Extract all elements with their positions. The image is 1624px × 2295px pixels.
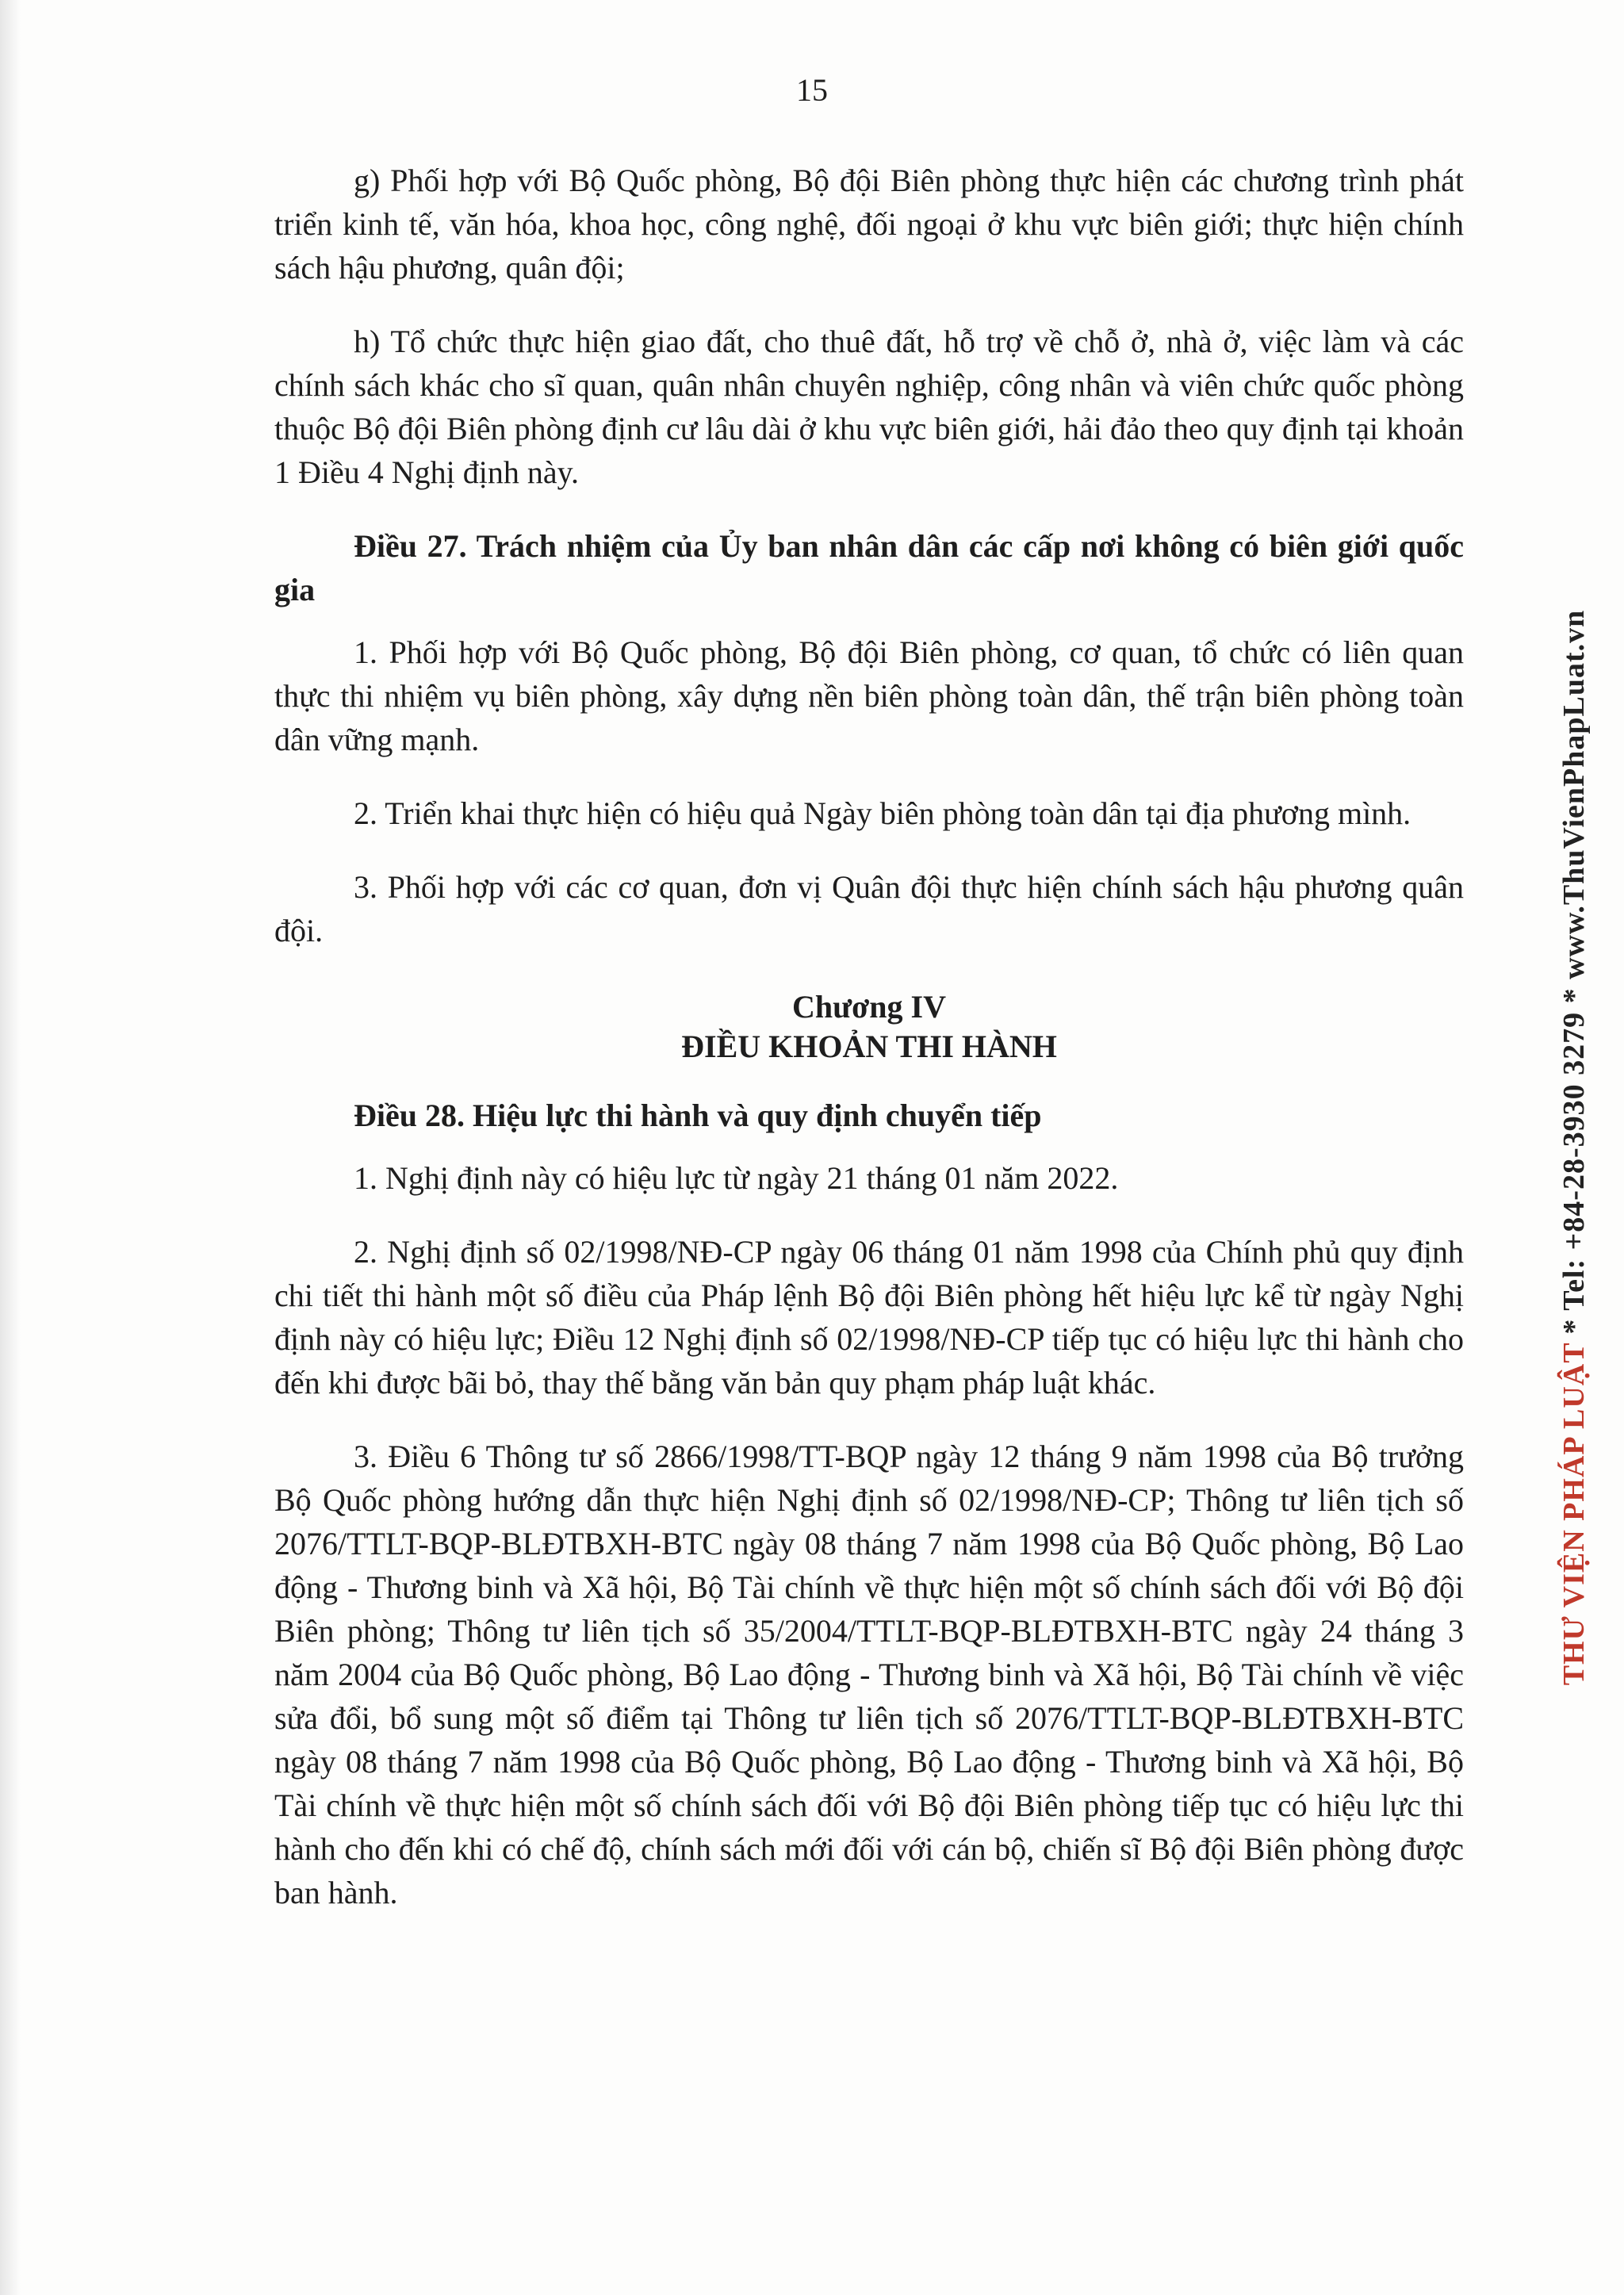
scan-edge-shadow: [0, 0, 21, 2295]
chapter-heading: [274, 987, 1464, 1067]
chapter-title: ĐIỀU KHOẢN THI HÀNH: [681, 1029, 1057, 1064]
paragraph-g: g) Phối hợp với Bộ Quốc phòng, Bộ đội Biên phòng thực hiện các chương trình phát triển kinh tế, văn hóa, khoa học, công nghệ, đối ngoại ở khu vực biên giới; thực hiện chính sách hậu phương, quân đội;: [274, 163, 1464, 285]
article-27-item-2: 2. Triển khai thực hiện có hiệu quả Ngày biên phòng toàn dân tại địa phương mình.: [354, 795, 1411, 831]
article-27-item-3: 3. Phối hợp với các cơ quan, đơn vị Quân đội thực hiện chính sách hậu phương quân đội.: [274, 869, 1464, 948]
article-28-heading: Điều 28. Hiệu lực thi hành và quy định chuyển tiếp: [354, 1098, 1042, 1133]
article-27-item-1: 1. Phối hợp với Bộ Quốc phòng, Bộ đội Biên phòng, cơ quan, tổ chức có liên quan thực thi nhiệm vụ biên phòng, xây dựng nền biên phòng toàn dân, thế trận biên phòng toàn dân vững mạnh.: [274, 634, 1464, 757]
side-watermark: [1557, 610, 1591, 1686]
page-number: 15: [796, 72, 828, 108]
paragraph-h: h) Tổ chức thực hiện giao đất, cho thuê đất, hỗ trợ về chỗ ở, nhà ở, việc làm và các chính sách khác cho sĩ quan, quân nhân chuyên nghiệp, công nhân và viên chức quốc phòng thuộc Bộ đội Biên phòng định cư lâu dài ở khu vực biên giới, hải đảo theo quy định tại khoản 1 Điều 4 Nghị định này.: [274, 324, 1464, 490]
watermark-brand: THƯ VIỆN PHÁP LUẬT: [1557, 1343, 1591, 1686]
watermark-contact: * Tel: +84-28-3930 3279 * www.ThuVienPhapLuat.vn: [1557, 609, 1591, 1335]
chapter-number: Chương IV: [792, 989, 946, 1025]
article-27-heading: Điều 27. Trách nhiệm của Ủy ban nhân dân các cấp nơi không có biên giới quốc gia: [274, 528, 1464, 607]
article-28-item-2: 2. Nghị định số 02/1998/NĐ-CP ngày 06 tháng 01 năm 1998 của Chính phủ quy định chi tiết thi hành một số điều của Pháp lệnh Bộ đội Biên phòng hết hiệu lực kể từ ngày Nghị định này có hiệu lực; Điều 12 Nghị định số 02/1998/NĐ-CP tiếp tục có hiệu lực thi hành cho đến khi được bãi bỏ, thay thế bằng văn bản quy phạm pháp luật khác.: [274, 1234, 1464, 1400]
article-28-item-3: 3. Điều 6 Thông tư số 2866/1998/TT-BQP ngày 12 tháng 9 năm 1998 của Bộ trưởng Bộ Quốc phòng hướng dẫn thực hiện Nghị định số 02/1998/NĐ-CP; Thông tư liên tịch số 2076/TTLT-BQP-BLĐTBXH-BTC ngày 08 tháng 7 năm 1998 của Bộ Quốc phòng, Bộ Lao động - Thương binh và Xã hội, Bộ Tài chính về thực hiện một số chính sách đối với Bộ đội Biên phòng; Thông tư liên tịch số 35/2004/TTLT-BQP-BLĐTBXH-BTC ngày 24 tháng 3 năm 2004 của Bộ Quốc phòng, Bộ Lao động - Thương binh và Xã hội, Bộ Tài chính về việc sửa đổi, bổ sung một số điểm tại Thông tư liên tịch số 2076/TTLT-BQP-BLĐTBXH-BTC ngày 08 tháng 7 năm 1998 của Bộ Quốc phòng, Bộ Lao động - Thương binh và Xã hội, Bộ Tài chính về thực hiện một số chính sách đối với Bộ đội Biên phòng tiếp tục có hiệu lực thi hành cho đến khi có chế độ, chính sách mới đối với cán bộ, chiến sĩ Bộ đội Biên phòng được ban hành.: [274, 1439, 1464, 1910]
document-body: [274, 159, 1464, 1944]
article-28-item-1: 1. Nghị định này có hiệu lực từ ngày 21 tháng 01 năm 2022.: [354, 1160, 1119, 1196]
